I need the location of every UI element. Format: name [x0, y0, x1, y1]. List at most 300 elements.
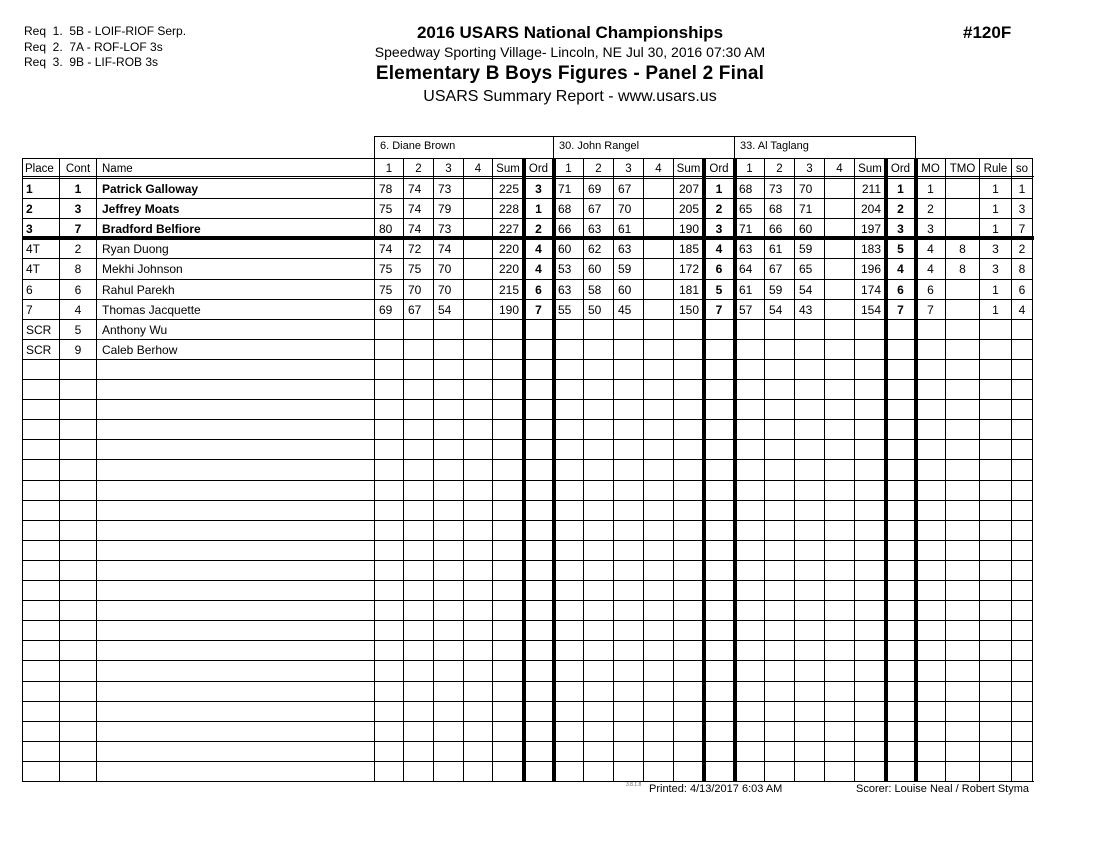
- judge-3-score-3: 43: [794, 299, 824, 319]
- judge-2-sum: 207: [673, 178, 703, 198]
- judge-2-sum: [673, 520, 703, 540]
- judge-3-score-1: 63: [734, 238, 764, 258]
- judge-3-score-2: [764, 480, 794, 500]
- judge-2-sum: [673, 459, 703, 480]
- judge-1-ordinal: [523, 359, 553, 379]
- judge-1-header-4: 4: [463, 158, 492, 178]
- judge-2-sum: [673, 399, 703, 419]
- majority-ordinal-cell: 3: [915, 218, 945, 238]
- judge-2-score-4: [643, 319, 673, 339]
- skating-order-cell: [1011, 540, 1033, 560]
- judge-2-score-3: [613, 359, 643, 379]
- judge-3-score-2: [764, 459, 794, 480]
- judge-1-ordinal: 2: [523, 218, 553, 238]
- judge-3-score-2: [764, 540, 794, 560]
- contestant-number-cell: [59, 701, 96, 721]
- judge-3-score-1: 68: [734, 178, 764, 198]
- rule-cell: 1: [979, 198, 1011, 218]
- judge-3-ordinal: 7: [885, 299, 915, 319]
- judge-1-score-2: [403, 580, 433, 600]
- rule-cell: [979, 761, 1011, 781]
- judge-1-ordinal: 3: [523, 178, 553, 198]
- judge-3-score-1: [734, 319, 764, 339]
- judge-3-ordinal: [885, 439, 915, 459]
- place-cell: [22, 580, 59, 600]
- judge-3-score-3: [794, 439, 824, 459]
- judge-3-score-2: [764, 721, 794, 741]
- judge-3-score-1: [734, 419, 764, 439]
- judge-2-score-2: [583, 701, 613, 721]
- judge-2-ordinal: 2: [703, 198, 734, 218]
- judge-2-sum: [673, 359, 703, 379]
- contestant-number-cell: [59, 580, 96, 600]
- judge-3-header-4: 4: [824, 158, 854, 178]
- judge-2-score-2: [583, 580, 613, 600]
- judge-2-score-1: [553, 761, 583, 781]
- judge-3-score-4: [824, 761, 854, 781]
- judge-3-score-2: [764, 741, 794, 761]
- judge-1-score-4: [463, 620, 492, 640]
- judge-2-score-1: [553, 419, 583, 439]
- judge-1-score-1: [374, 520, 403, 540]
- judge-1-ordinal: [523, 600, 553, 620]
- majority-ordinal-cell: [915, 500, 945, 520]
- judge-1-sum: [492, 721, 523, 741]
- rule-cell: [979, 500, 1011, 520]
- judge-1-sum: [492, 600, 523, 620]
- total-majority-ordinal-cell: [945, 681, 979, 701]
- judge-1-header-ord: Ord: [523, 158, 553, 178]
- judge-3-ord-left-rule: [884, 158, 888, 781]
- judge-3-ordinal: [885, 480, 915, 500]
- judge-1-score-4: [463, 319, 492, 339]
- rule-cell: [979, 480, 1011, 500]
- judge-1-header-2: 2: [403, 158, 433, 178]
- skating-order-cell: [1011, 721, 1033, 741]
- judge-3-score-2: [764, 439, 794, 459]
- judge-2-score-3: 60: [613, 279, 643, 299]
- judge-1-score-2: [403, 660, 433, 681]
- skater-name-cell: [96, 500, 374, 520]
- judge-3-ord-right-rule: [914, 158, 918, 781]
- judge-3-score-2: [764, 701, 794, 721]
- skater-name-cell: Caleb Berhow: [96, 339, 374, 359]
- judge-3-score-3: 71: [794, 198, 824, 218]
- skating-order-cell: [1011, 419, 1033, 439]
- judge-1-score-3: [433, 560, 463, 580]
- judge-3-score-1: [734, 640, 764, 660]
- judge-3-score-1: [734, 379, 764, 399]
- judge-1-score-4: [463, 379, 492, 399]
- judge-2-ordinal: [703, 339, 734, 359]
- total-majority-ordinal-cell: [945, 580, 979, 600]
- rule-cell: 3: [979, 258, 1011, 279]
- skating-order-cell: [1011, 319, 1033, 339]
- judge-1-score-2: 74: [403, 218, 433, 238]
- judge-1-score-1: 75: [374, 279, 403, 299]
- rule-cell: [979, 721, 1011, 741]
- judge-1-score-2: [403, 761, 433, 781]
- skater-name-cell: [96, 741, 374, 761]
- judge-3-score-3: 60: [794, 218, 824, 238]
- contestant-number-cell: [59, 761, 96, 781]
- judge-1-sum: [492, 439, 523, 459]
- total-majority-ordinal-cell: [945, 279, 979, 299]
- judge-3-sum: 196: [854, 258, 885, 279]
- judge-2-score-3: [613, 319, 643, 339]
- judge-3-score-1: [734, 359, 764, 379]
- judge-3-ordinal: [885, 500, 915, 520]
- judge-3-score-4: [824, 439, 854, 459]
- judge-1-sum: [492, 319, 523, 339]
- judge-1-ordinal: [523, 419, 553, 439]
- judge-3-header-ord: Ord: [885, 158, 915, 178]
- judge-3-score-4: [824, 620, 854, 640]
- majority-ordinal-cell: [915, 600, 945, 620]
- contestant-number-cell: 6: [59, 279, 96, 299]
- judge-1-score-1: [374, 540, 403, 560]
- majority-ordinal-cell: [915, 620, 945, 640]
- judge-1-ordinal: 4: [523, 238, 553, 258]
- skater-name-cell: [96, 600, 374, 620]
- majority-ordinal-cell: 6: [915, 279, 945, 299]
- contestant-number-cell: [59, 560, 96, 580]
- skater-name-cell: [96, 540, 374, 560]
- skater-name-cell: [96, 560, 374, 580]
- judge-3-score-4: [824, 279, 854, 299]
- place-cell: [22, 600, 59, 620]
- skating-order-cell: [1011, 580, 1033, 600]
- contestant-number-cell: 7: [59, 218, 96, 238]
- judge-3-name: 33. Al Taglang: [734, 136, 916, 158]
- judge-2-ordinal: [703, 419, 734, 439]
- judge-3-score-1: [734, 600, 764, 620]
- contestant-number-cell: [59, 419, 96, 439]
- judge-1-score-3: [433, 681, 463, 701]
- judge-2-score-4: [643, 660, 673, 681]
- total-majority-ordinal-cell: [945, 339, 979, 359]
- judge-2-ordinal: 3: [703, 218, 734, 238]
- judge-2-score-1: [553, 520, 583, 540]
- judge-2-sum: [673, 580, 703, 600]
- judge-3-score-2: 61: [764, 238, 794, 258]
- judge-1-score-4: [463, 701, 492, 721]
- judge-1-ordinal: [523, 721, 553, 741]
- software-version: 3.8.1.8: [626, 782, 642, 788]
- judge-3-score-1: [734, 620, 764, 640]
- judge-1-score-4: [463, 721, 492, 741]
- judge-1-sum: 215: [492, 279, 523, 299]
- judge-1-sum: [492, 339, 523, 359]
- judge-1-score-3: 73: [433, 178, 463, 198]
- printed-timestamp: Printed: 4/13/2017 6:03 AM: [649, 783, 783, 795]
- judge-2-ordinal: [703, 560, 734, 580]
- rule-cell: [979, 419, 1011, 439]
- judge-3-score-4: [824, 741, 854, 761]
- judge-1-score-2: [403, 701, 433, 721]
- judge-2-sum: 205: [673, 198, 703, 218]
- judge-3-score-1: 57: [734, 299, 764, 319]
- total-majority-ordinal-cell: [945, 419, 979, 439]
- judge-3-score-4: [824, 238, 854, 258]
- judge-2-ordinal: [703, 500, 734, 520]
- rule-cell: [979, 701, 1011, 721]
- judge-1-score-2: [403, 620, 433, 640]
- judge-3-sum: [854, 520, 885, 540]
- judge-3-ordinal: [885, 640, 915, 660]
- majority-ordinal-cell: [915, 319, 945, 339]
- judge-2-ord-left-rule: [702, 158, 706, 781]
- skating-order-cell: [1011, 359, 1033, 379]
- judge-2-score-3: [613, 660, 643, 681]
- judge-3-score-3: [794, 600, 824, 620]
- judge-1-score-4: [463, 419, 492, 439]
- rule-cell: [979, 439, 1011, 459]
- judge-1-score-1: [374, 339, 403, 359]
- judge-1-score-4: [463, 480, 492, 500]
- judge-2-ordinal: [703, 681, 734, 701]
- column-header-place: Place: [22, 158, 59, 178]
- judge-3-score-2: 73: [764, 178, 794, 198]
- judge-2-score-4: [643, 279, 673, 299]
- judge-1-score-2: [403, 339, 433, 359]
- total-majority-ordinal-cell: [945, 439, 979, 459]
- judge-3-score-1: [734, 701, 764, 721]
- judge-3-score-3: [794, 580, 824, 600]
- judge-3-score-1: [734, 439, 764, 459]
- judge-1-sum: [492, 640, 523, 660]
- judge-1-score-2: [403, 399, 433, 419]
- majority-ordinal-cell: [915, 419, 945, 439]
- judge-3-score-4: [824, 459, 854, 480]
- judge-3-score-2: [764, 319, 794, 339]
- judge-1-score-3: [433, 600, 463, 620]
- judge-2-score-3: [613, 560, 643, 580]
- skater-name-cell: Rahul Parekh: [96, 279, 374, 299]
- judge-1-score-3: 74: [433, 238, 463, 258]
- judge-1-score-3: [433, 379, 463, 399]
- judge-3-score-4: [824, 701, 854, 721]
- judge-2-score-4: [643, 258, 673, 279]
- judge-1-score-1: [374, 701, 403, 721]
- judge-1-ordinal: [523, 379, 553, 399]
- judge-1-ordinal: [523, 339, 553, 359]
- judge-1-sum: [492, 580, 523, 600]
- total-majority-ordinal-cell: [945, 660, 979, 681]
- judge-3-sum: 204: [854, 198, 885, 218]
- judge-1-score-3: [433, 500, 463, 520]
- judge-2-sum: [673, 600, 703, 620]
- judge-3-ordinal: [885, 379, 915, 399]
- judge-1-score-4: [463, 761, 492, 781]
- judge-2-ordinal: 5: [703, 279, 734, 299]
- judge-1-score-3: 70: [433, 279, 463, 299]
- majority-ordinal-cell: 7: [915, 299, 945, 319]
- skating-order-cell: [1011, 761, 1033, 781]
- judge-1-ordinal: [523, 660, 553, 681]
- majority-ordinal-cell: 2: [915, 198, 945, 218]
- judge-3-sum: [854, 319, 885, 339]
- judge-1-ordinal: [523, 761, 553, 781]
- judge-2-score-1: 66: [553, 218, 583, 238]
- judge-3-score-4: [824, 299, 854, 319]
- place-cell: [22, 520, 59, 540]
- judge-2-sum: 185: [673, 238, 703, 258]
- judge-3-ordinal: [885, 761, 915, 781]
- judge-2-score-4: [643, 359, 673, 379]
- total-majority-ordinal-cell: [945, 520, 979, 540]
- judge-3-score-2: [764, 339, 794, 359]
- judge-3-ordinal: [885, 540, 915, 560]
- skater-name-cell: Jeffrey Moats: [96, 198, 374, 218]
- judge-2-score-1: [553, 560, 583, 580]
- judge-3-score-3: [794, 520, 824, 540]
- judge-2-score-1: [553, 480, 583, 500]
- judge-1-sum: [492, 620, 523, 640]
- judge-2-score-4: [643, 218, 673, 238]
- column-header-cont: Cont: [59, 158, 96, 178]
- judge-1-score-4: [463, 600, 492, 620]
- skater-name-cell: [96, 379, 374, 399]
- majority-ordinal-cell: [915, 761, 945, 781]
- judge-1-ordinal: 7: [523, 299, 553, 319]
- judge-2-score-3: [613, 681, 643, 701]
- skater-name-cell: [96, 721, 374, 741]
- majority-ordinal-cell: [915, 560, 945, 580]
- judge-1-ord-left-rule: [522, 158, 526, 781]
- place-cell: [22, 540, 59, 560]
- judge-1-score-1: [374, 560, 403, 580]
- judge-2-header-3: 3: [613, 158, 643, 178]
- judge-3-sum: [854, 660, 885, 681]
- judge-1-score-1: [374, 620, 403, 640]
- judge-2-score-4: [643, 198, 673, 218]
- judge-3-sum: [854, 721, 885, 741]
- skating-order-cell: [1011, 500, 1033, 520]
- judge-2-score-1: [553, 379, 583, 399]
- total-majority-ordinal-cell: [945, 379, 979, 399]
- column-header-rule: Rule: [979, 158, 1011, 178]
- majority-ordinal-cell: [915, 580, 945, 600]
- judge-2-score-1: [553, 721, 583, 741]
- judge-3-score-2: [764, 399, 794, 419]
- judge-2-score-1: [553, 459, 583, 480]
- rule-cell: [979, 620, 1011, 640]
- judge-2-score-2: 62: [583, 238, 613, 258]
- judge-1-ordinal: [523, 459, 553, 480]
- judge-3-score-1: [734, 459, 764, 480]
- requirement-2: Req 2. 7A - ROF-LOF 3s: [24, 39, 163, 54]
- judge-2-score-2: 50: [583, 299, 613, 319]
- judge-3-score-3: [794, 500, 824, 520]
- judge-1-header-1: 1: [374, 158, 403, 178]
- judge-1-score-1: [374, 681, 403, 701]
- judge-2-score-3: 61: [613, 218, 643, 238]
- rule-cell: [979, 681, 1011, 701]
- judge-1-score-3: [433, 640, 463, 660]
- judge-2-score-4: [643, 399, 673, 419]
- judge-2-sum: [673, 721, 703, 741]
- total-majority-ordinal-cell: [945, 178, 979, 198]
- judge-2-score-3: [613, 580, 643, 600]
- contestant-number-cell: 3: [59, 198, 96, 218]
- judge-3-score-1: 61: [734, 279, 764, 299]
- judge-3-score-3: [794, 319, 824, 339]
- judge-3-score-1: [734, 480, 764, 500]
- judge-3-score-2: [764, 681, 794, 701]
- judge-2-sum: [673, 500, 703, 520]
- skating-order-cell: [1011, 520, 1033, 540]
- judge-1-score-3: [433, 741, 463, 761]
- skating-order-cell: [1011, 560, 1033, 580]
- judge-2-score-2: [583, 459, 613, 480]
- contestant-number-cell: [59, 600, 96, 620]
- judge-1-score-2: [403, 480, 433, 500]
- skater-name-cell: [96, 399, 374, 419]
- judge-3-score-4: [824, 681, 854, 701]
- judge-3-sum: [854, 540, 885, 560]
- judge-1-score-4: [463, 640, 492, 660]
- judge-2-header-1: 1: [553, 158, 583, 178]
- judge-2-score-1: [553, 600, 583, 620]
- event-number: #120F: [963, 23, 1012, 42]
- judge-1-score-2: 74: [403, 198, 433, 218]
- judge-2-score-4: [643, 238, 673, 258]
- skater-name-cell: [96, 359, 374, 379]
- judge-1-score-4: [463, 520, 492, 540]
- judge-3-score-2: 54: [764, 299, 794, 319]
- judge-3-sum: 183: [854, 238, 885, 258]
- skater-name-cell: [96, 520, 374, 540]
- judge-3-sum: [854, 600, 885, 620]
- judge-1-ordinal: [523, 640, 553, 660]
- contestant-number-cell: [59, 620, 96, 640]
- judge-1-score-2: [403, 500, 433, 520]
- majority-ordinal-cell: [915, 480, 945, 500]
- skater-name-cell: [96, 459, 374, 480]
- judge-3-score-4: [824, 319, 854, 339]
- judge-1-score-4: [463, 540, 492, 560]
- contestant-number-cell: 9: [59, 339, 96, 359]
- skating-order-cell: [1011, 640, 1033, 660]
- skating-order-cell: 6: [1011, 279, 1033, 299]
- judge-2-score-1: [553, 319, 583, 339]
- judge-2-score-2: 69: [583, 178, 613, 198]
- judge-2-score-1: [553, 439, 583, 459]
- place-cell: [22, 459, 59, 480]
- judge-3-sum: [854, 399, 885, 419]
- contestant-number-cell: [59, 379, 96, 399]
- judge-3-sum: [854, 620, 885, 640]
- judge-3-score-3: [794, 741, 824, 761]
- judge-3-sum: [854, 681, 885, 701]
- judge-1-score-4: [463, 500, 492, 520]
- place-cell: [22, 379, 59, 399]
- judge-1-score-1: 74: [374, 238, 403, 258]
- skating-order-cell: [1011, 480, 1033, 500]
- judge-3-score-3: 65: [794, 258, 824, 279]
- judge-3-sum: [854, 459, 885, 480]
- judge-1-score-2: [403, 721, 433, 741]
- skater-name-cell: [96, 761, 374, 781]
- place-cell: 1: [22, 178, 59, 198]
- podium-separator: [22, 236, 1034, 240]
- judge-1-score-4: [463, 279, 492, 299]
- judge-3-score-4: [824, 520, 854, 540]
- judge-1-name: 6. Diane Brown: [374, 136, 554, 158]
- contestant-number-cell: 1: [59, 178, 96, 198]
- judge-1-sum: [492, 379, 523, 399]
